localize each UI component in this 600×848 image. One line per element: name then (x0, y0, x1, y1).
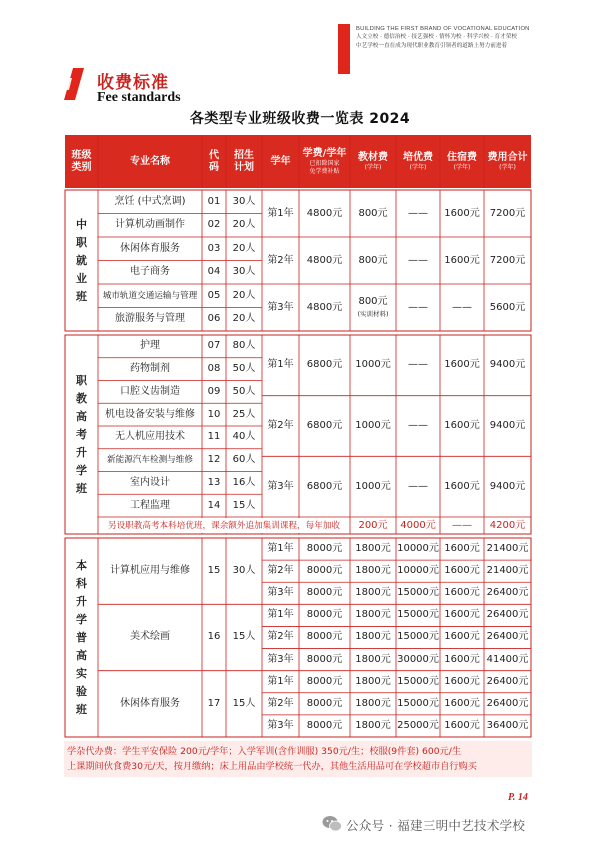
group2-year1-tuition: 6800元 (306, 359, 343, 371)
group-category-char: 升 (76, 445, 87, 459)
major-quota: 50人 (232, 363, 256, 375)
header-materials-text: 教材费 (358, 151, 388, 163)
group-category-char: 教 (76, 391, 87, 405)
group2-year2-materials-value: 1000元 (355, 419, 391, 431)
group3-major2-year2-year: 第2年 (267, 631, 294, 643)
group2-year3-total: 9400元 (489, 480, 526, 492)
major-quota: 30人 (232, 195, 256, 207)
extra-materials: 200元 (358, 519, 388, 531)
group-category-char: 业 (76, 271, 87, 285)
group-category-char: 学 (76, 612, 87, 626)
group3-major2-year2-tuition: 8000元 (306, 631, 343, 643)
group3-major3-year1-training: 15000元 (397, 675, 439, 687)
group3-major1-year2-total: 21400元 (486, 565, 529, 577)
group3-major3-year1-materials (350, 671, 396, 693)
group-category-char: 班 (76, 702, 87, 716)
header-training (396, 135, 440, 188)
major-code: 12 (207, 454, 221, 466)
major-name: 旅游服务与管理 (115, 313, 185, 325)
major-quota: 15人 (232, 697, 256, 709)
group3-major3-year3-lodging: 1600元 (444, 719, 480, 731)
major-code: 14 (207, 499, 221, 511)
header-major (98, 135, 202, 188)
group3-major2-year3-lodging: 1600元 (444, 653, 480, 665)
group-category-char: 高 (76, 648, 87, 662)
extra-lodging: —— (452, 519, 472, 531)
group3-major1-year3-materials-value: 1800元 (355, 587, 391, 599)
major-name: 新能源汽车检测与维修 (107, 455, 193, 466)
group3-major3-year1-tuition: 8000元 (306, 675, 343, 687)
header-category-text: 班级 (71, 149, 92, 161)
header-training-text: (学年) (409, 163, 427, 171)
group3-major3-year1-total: 26400元 (486, 675, 529, 687)
group1-year3-tuition: 4800元 (306, 301, 343, 313)
group-category-char: 高 (76, 409, 87, 423)
header-code-text: 代 (209, 149, 219, 161)
group2-year3-materials-value: 1000元 (355, 480, 391, 492)
major-name: 休闲体育服务 (120, 697, 180, 709)
table-title: 各类型专业班级收费一览表 2024 (189, 111, 411, 127)
major-name: 计算机动画制作 (115, 219, 185, 231)
major-code: 06 (207, 313, 221, 325)
major-code: 08 (207, 363, 221, 375)
group-category-char: 中 (76, 217, 87, 231)
group1-year2-materials-value: 800元 (358, 254, 388, 266)
major-quota: 40人 (232, 431, 256, 443)
group-category-3 (65, 536, 98, 739)
major-name: 美术绘画 (130, 631, 170, 643)
group1-year1-materials-value: 800元 (358, 207, 388, 219)
header-lodging (440, 135, 484, 188)
header-year (262, 135, 299, 188)
group-category-char: 升 (76, 594, 87, 608)
header-training-text: 培优费 (403, 151, 433, 163)
header-quota-text: 计划 (234, 161, 254, 173)
extra-training: 4000元 (400, 519, 436, 531)
group2-year2-year: 第2年 (267, 419, 294, 431)
group1-year1-year: 第1年 (267, 207, 294, 219)
group1-year3-total: 5600元 (489, 301, 526, 313)
group3-major2-year3-tuition: 8000元 (306, 653, 343, 665)
major-quota: 20人 (232, 289, 256, 301)
header-total-text: 费用合计 (487, 151, 528, 163)
group3-major3-year3-tuition: 8000元 (306, 719, 343, 731)
group3-major3-year3-year: 第3年 (267, 719, 294, 731)
major-name: 药物制剂 (130, 363, 170, 375)
group2-year1-total: 9400元 (489, 359, 526, 371)
extra-note-text: 另设职教高考本科培优班，课余额外追加集训课程，每年加收 (107, 520, 341, 531)
major-quota: 20人 (232, 219, 256, 231)
wechat-icon (322, 815, 342, 833)
header-materials (350, 135, 396, 188)
group3-major3-year3-training: 25000元 (397, 719, 439, 731)
header-quota-text: 招生 (234, 149, 254, 161)
group1-year3-lodging: —— (452, 301, 472, 313)
group2-year2-total: 9400元 (489, 419, 526, 431)
group3-major1-year1-total: 21400元 (486, 543, 529, 555)
group3-major1-year3-year: 第3年 (267, 587, 294, 599)
group3-major1-year1-tuition: 8000元 (306, 543, 343, 555)
group3-major2-year1-lodging: 1600元 (444, 609, 480, 621)
group3-major2-year3-year: 第3年 (267, 653, 294, 665)
major-quota: 20人 (232, 242, 256, 254)
major-quota: 15人 (232, 631, 256, 643)
group3-major1-year3-lodging: 1600元 (444, 587, 480, 599)
major-code: 17 (207, 697, 221, 709)
group3-major1-year2-year: 第2年 (267, 565, 294, 577)
group3-major2-year2-lodging: 1600元 (444, 631, 480, 643)
group3-major1-year2-tuition: 8000元 (306, 565, 343, 577)
header-code (202, 135, 226, 188)
group3-major2-year3-total: 41400元 (486, 653, 529, 665)
major-name: 口腔义齿制造 (120, 385, 180, 397)
group3-major2-year2-materials (350, 626, 396, 648)
major-code: 01 (207, 195, 221, 207)
group1-year1-total: 7200元 (489, 207, 526, 219)
group3-major1-year1-materials-value: 1800元 (355, 543, 391, 555)
group3-major2-year3-materials (350, 649, 396, 671)
footer-note-line-2: 上课期间伙食费30元/天，按月缴纳；床上用品由学校统一代办，其他生活用品可在学校超市自行购买 (67, 761, 477, 772)
group2-year3-tuition: 6800元 (306, 480, 343, 492)
group-category-2 (65, 333, 98, 536)
header-tuition-text: 学费/学年 (302, 147, 347, 159)
group3-major2-year1-materials (350, 604, 396, 626)
extra-total: 4200元 (489, 519, 526, 531)
group3-major2-year3-materials-value: 1800元 (355, 653, 391, 665)
major-quota: 30人 (232, 266, 256, 278)
group3-major3-year2-tuition: 8000元 (306, 697, 343, 709)
major-quota: 20人 (232, 313, 256, 325)
group3-major1-year1-training: 10000元 (397, 543, 439, 555)
header-slogan-cn-2: 中艺学校一直在成为现代职业教育引领者的道路上努力前进着 (356, 42, 508, 49)
group3-major1-year1-materials (350, 538, 396, 560)
group2-year3-training: —— (408, 480, 428, 492)
group1-year3-materials (350, 284, 396, 331)
group3-major2-year2-materials-value: 1800元 (355, 631, 391, 643)
group3-major2-year1-total: 26400元 (486, 609, 529, 621)
header-tuition-text: 已扣除国家 (309, 159, 340, 167)
major-code: 15 (207, 565, 221, 577)
header-total (484, 135, 531, 188)
group3-major1-year2-lodging: 1600元 (444, 565, 480, 577)
group3-major2-year2-training: 15000元 (397, 631, 439, 643)
group3-major1-year3-tuition: 8000元 (306, 587, 343, 599)
major-name: 休闲体育服务 (120, 242, 180, 254)
group2-year3-lodging: 1600元 (444, 480, 480, 492)
major-code: 03 (207, 242, 221, 254)
major-quota: 60人 (232, 454, 256, 466)
major-code: 07 (207, 340, 221, 352)
major-quota: 30人 (232, 565, 256, 577)
group1-year2-training: —— (408, 254, 428, 266)
group-category-char: 班 (76, 289, 87, 303)
group3-major2-year2-total: 26400元 (486, 631, 529, 643)
group3-major1-year3-materials (350, 582, 396, 604)
group3-major3-year2-year: 第2年 (267, 697, 294, 709)
major-code: 13 (207, 476, 221, 488)
group3-major2-year1-tuition: 8000元 (306, 609, 343, 621)
section-title-cn: 收费标准 (97, 73, 169, 93)
group-category-char: 实 (76, 666, 87, 680)
group-category-char: 职 (76, 235, 87, 249)
group3-major3-year1-materials-value: 1800元 (355, 675, 391, 687)
group3-major3-year2-materials (350, 693, 396, 715)
group3-major1-year2-materials-value: 1800元 (355, 565, 391, 577)
header-tuition (299, 135, 350, 188)
group2-year2-materials (350, 396, 396, 457)
group1-year2-materials (350, 237, 396, 284)
group-category-char: 班 (76, 481, 87, 495)
watermark-text: 公众号 · 福建三明中艺技术学校 (346, 818, 526, 833)
group-category-char: 学 (76, 463, 87, 477)
group3-major1-year3-training: 15000元 (397, 587, 439, 599)
header-slogan-cn-1: 人文立校 · 德信治校 · 技艺强校 · 情怀为校 · 科学兴校 · 育才荣校 (356, 34, 517, 41)
group2-year3-year: 第3年 (267, 480, 294, 492)
major-name: 无人机应用技术 (115, 431, 185, 443)
footer-note-line-1: 学杂代办费：学生平安保险 200元/学年；入学军训(含作训服) 350元/生；校服(9件套) 600元/生 (67, 746, 462, 757)
major-name: 工程监理 (130, 499, 170, 511)
major-name: 城市轨道交通运输与管理 (102, 290, 198, 301)
group1-year1-materials (350, 190, 396, 237)
group3-major2-year1-materials-value: 1800元 (355, 609, 391, 621)
group3-major2-year3-training: 30000元 (397, 653, 439, 665)
group-category-char: 验 (76, 684, 87, 698)
group3-major1-year1-year: 第1年 (267, 543, 294, 555)
group3-major3-year2-training: 15000元 (397, 697, 439, 709)
group3-major1-year1-lodging: 1600元 (444, 543, 480, 555)
header-lodging-text: (学年) (453, 163, 471, 171)
group1-year3-year: 第3年 (267, 301, 294, 313)
major-quota: 15人 (232, 499, 256, 511)
major-code: 04 (207, 266, 221, 278)
group3-major3-year2-materials-value: 1800元 (355, 697, 391, 709)
group3-major1-year2-materials (350, 560, 396, 582)
group2-year1-training: —— (408, 359, 428, 371)
group-category-char: 普 (76, 630, 87, 644)
group1-year2-total: 7200元 (489, 254, 526, 266)
group-category-char: 本 (76, 558, 87, 572)
major-code: 09 (207, 385, 221, 397)
group2-year1-materials (350, 335, 396, 396)
header-year-text: 学年 (270, 155, 291, 167)
group3-major3-year1-lodging: 1600元 (444, 675, 480, 687)
group2-year1-materials-value: 1000元 (355, 359, 391, 371)
group3-major2-year1-year: 第1年 (267, 609, 294, 621)
group3-major3-year3-total: 36400元 (486, 719, 529, 731)
header-lodging-text: 住宿费 (447, 151, 477, 163)
major-name: 烹饪 (中式烹调) (114, 195, 186, 207)
group-category-1 (65, 188, 98, 333)
group2-year1-lodging: 1600元 (444, 359, 480, 371)
major-code: 16 (207, 631, 221, 643)
group-category-char: 科 (76, 576, 87, 590)
header-total-text: (学年) (499, 163, 516, 171)
group1-year2-tuition: 4800元 (306, 254, 343, 266)
major-name: 计算机应用与维修 (110, 565, 190, 577)
header-category (65, 135, 98, 188)
major-quota: 16人 (232, 476, 256, 488)
group-category-char: 考 (76, 427, 87, 441)
group2-year2-lodging: 1600元 (444, 419, 480, 431)
header-materials-text: (学年) (364, 163, 382, 171)
major-name: 护理 (140, 340, 160, 352)
group3-major3-year3-materials (350, 715, 396, 737)
major-code: 11 (207, 431, 221, 443)
major-name: 电子商务 (130, 266, 170, 278)
group1-year1-lodging: 1600元 (444, 207, 480, 219)
group1-year2-lodging: 1600元 (444, 254, 480, 266)
header-code-text: 码 (209, 161, 219, 173)
section-title-en: Fee standards (97, 90, 181, 105)
group1-year2-year: 第2年 (267, 254, 294, 266)
major-code: 10 (207, 408, 221, 420)
group3-major1-year2-training: 10000元 (397, 565, 439, 577)
group1-year3-materials-value: 800元 (358, 295, 388, 307)
major-name: 室内设计 (130, 476, 170, 488)
group3-major3-year2-lodging: 1600元 (444, 697, 480, 709)
group1-year1-training: —— (408, 207, 428, 219)
major-quota: 25人 (232, 408, 256, 420)
group1-year3-training: —— (408, 301, 428, 313)
group3-major3-year3-materials-value: 1800元 (355, 719, 391, 731)
major-code: 05 (207, 289, 221, 301)
group3-major3-year2-total: 26400元 (486, 697, 529, 709)
header-quota (226, 135, 262, 188)
header-major-text: 专业名称 (130, 155, 170, 167)
group2-year1-year: 第1年 (267, 359, 294, 371)
group3-major3-year1-year: 第1年 (267, 675, 294, 687)
page-number: P. 14 (508, 792, 528, 803)
group3-major1-year3-total: 26400元 (486, 587, 529, 599)
group2-year2-training: —— (408, 419, 428, 431)
group1-year3-materials-note: (实训材料) (357, 309, 389, 318)
header-tuition-text: 免学费补贴 (309, 167, 340, 175)
major-name: 机电设备安装与维修 (105, 408, 195, 420)
major-quota: 50人 (232, 385, 256, 397)
group-category-char: 职 (76, 373, 87, 387)
group2-year3-materials (350, 456, 396, 517)
footer-note (67, 744, 531, 774)
major-quota: 80人 (232, 340, 256, 352)
header-category-text: 类别 (71, 161, 92, 173)
group1-year1-tuition: 4800元 (306, 207, 343, 219)
group3-major2-year1-training: 15000元 (397, 609, 439, 621)
header-slogan-en: BUILDING THE FIRST BRAND OF VOCATIONAL EDUCATION (356, 26, 530, 32)
major-code: 02 (207, 219, 221, 231)
group2-year2-tuition: 6800元 (306, 419, 343, 431)
group-category-char: 就 (76, 253, 87, 267)
